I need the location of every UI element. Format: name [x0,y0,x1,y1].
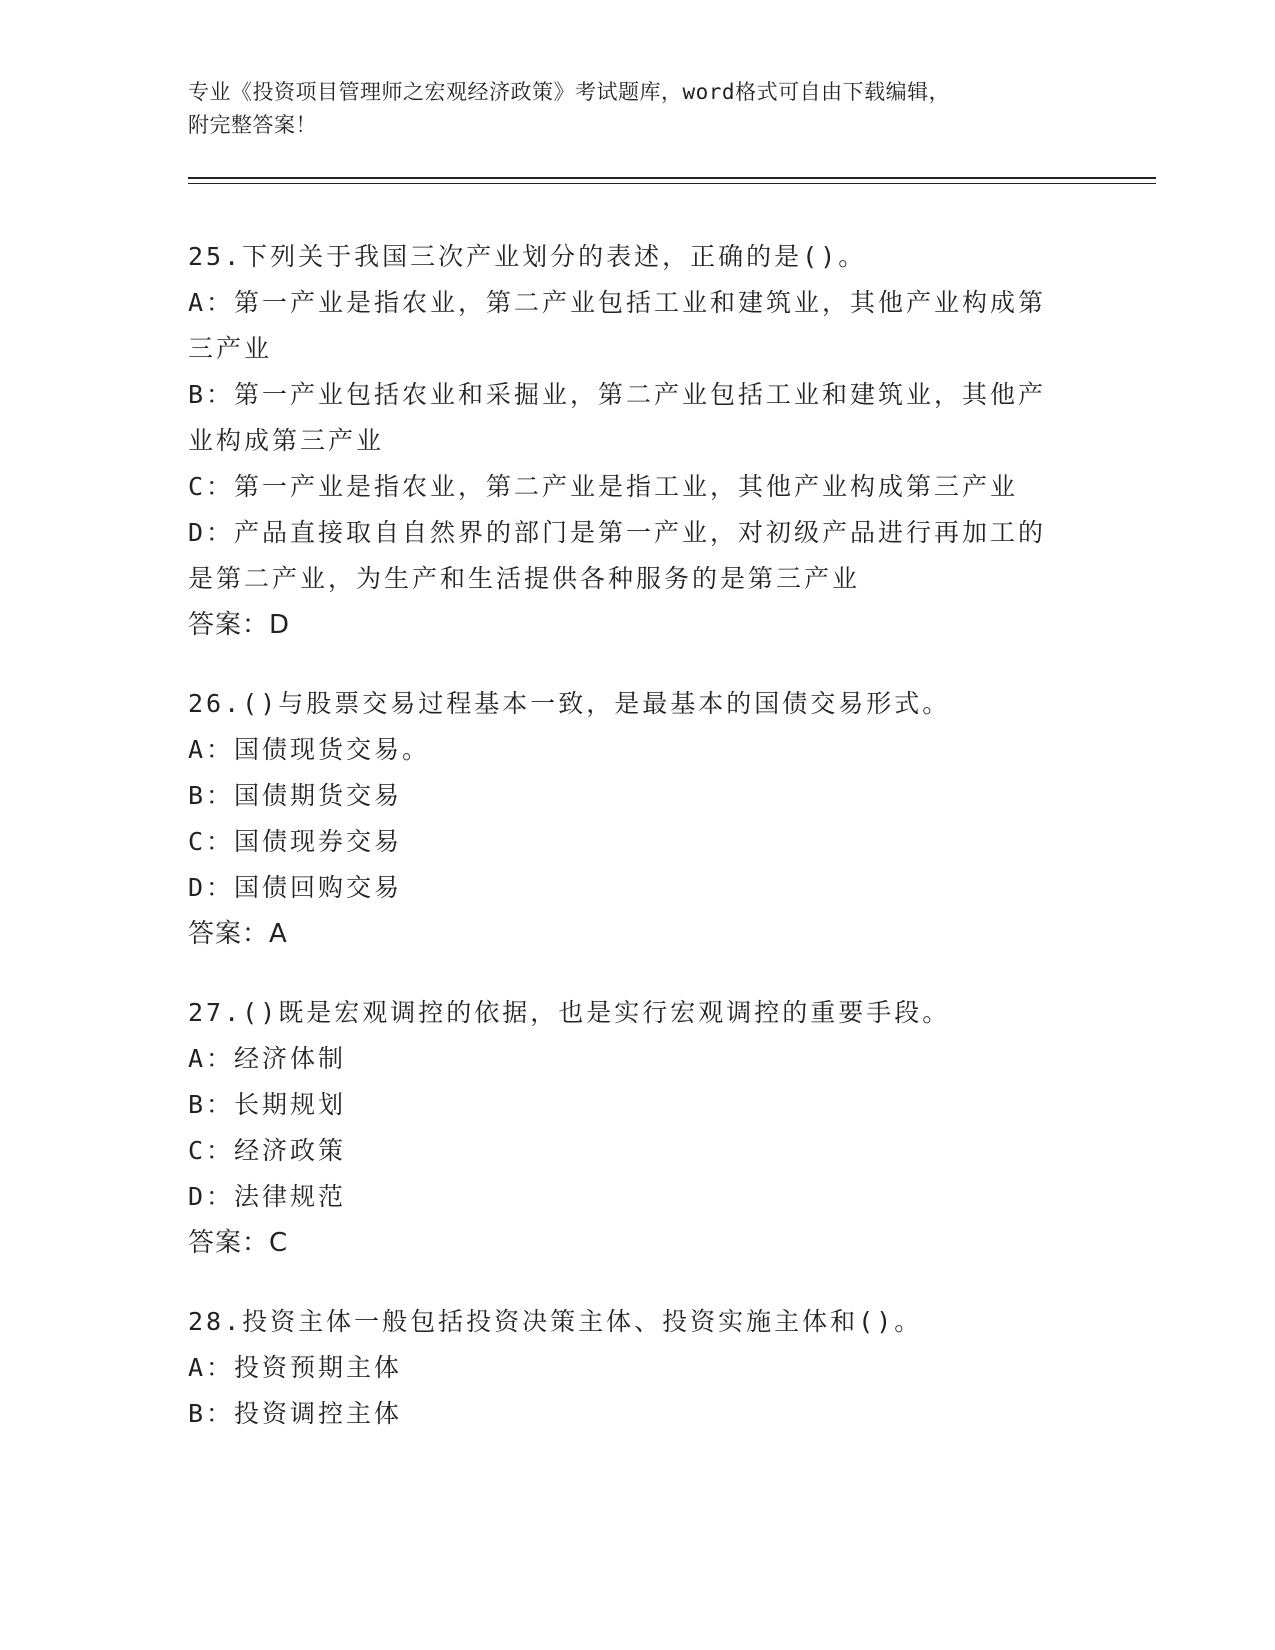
header-line-2: 附完整答案！ [188,113,317,137]
option-line: B：国债期货交易 [188,781,403,810]
option-line: B：长期规划 [188,1090,347,1119]
question-block [188,234,1078,648]
option-line: D：国债回购交易 [188,873,403,902]
option-continuation: 业构成第三产业 [188,426,385,455]
option-line: D：产品直接取自自然界的部门是第一产业，对初级产品进行再加工的 [188,518,1047,547]
question-stem: 26.()与股票交易过程基本一致，是最基本的国债交易形式。 [188,689,951,718]
option-line: C：经济政策 [188,1136,347,1165]
document-header [188,76,1068,142]
option-continuation: 三产业 [188,334,273,363]
question-block [188,990,1078,1266]
option-line: B：投资调控主体 [188,1399,403,1428]
option-line: C：第一产业是指农业，第二产业是指工业，其他产业构成第三产业 [188,472,1019,501]
header-line-1: 专业《投资项目管理师之宏观经济政策》考试题库，word格式可自由下载编辑， [188,80,951,104]
answer-line: 答案：A [188,919,288,949]
option-line: C：国债现券交易 [188,827,403,856]
question-stem: 27.()既是宏观调控的依据，也是实行宏观调控的重要手段。 [188,998,951,1027]
header-divider-top [188,177,1156,179]
option-continuation: 是第二产业，为生产和生活提供各种服务的是第三产业 [188,564,861,593]
question-stem: 28.投资主体一般包括投资决策主体、投资实施主体和()。 [188,1307,923,1336]
option-line: A：第一产业是指农业，第二产业包括工业和建筑业，其他产业构成第 [188,288,1047,317]
question-stem: 25.下列关于我国三次产业划分的表述，正确的是()。 [188,242,867,271]
question-list [188,234,1078,1470]
answer-line: 答案：D [188,610,291,640]
option-line: D：法律规范 [188,1182,347,1211]
option-line: A：国债现货交易。 [188,735,431,764]
option-line: A：投资预期主体 [188,1353,403,1382]
option-line: A：经济体制 [188,1044,347,1073]
option-line: B：第一产业包括农业和采掘业，第二产业包括工业和建筑业，其他产 [188,380,1047,409]
question-block [188,681,1078,957]
question-block [188,1299,1078,1437]
header-divider-bottom [188,183,1156,184]
answer-line: 答案：C [188,1228,289,1258]
